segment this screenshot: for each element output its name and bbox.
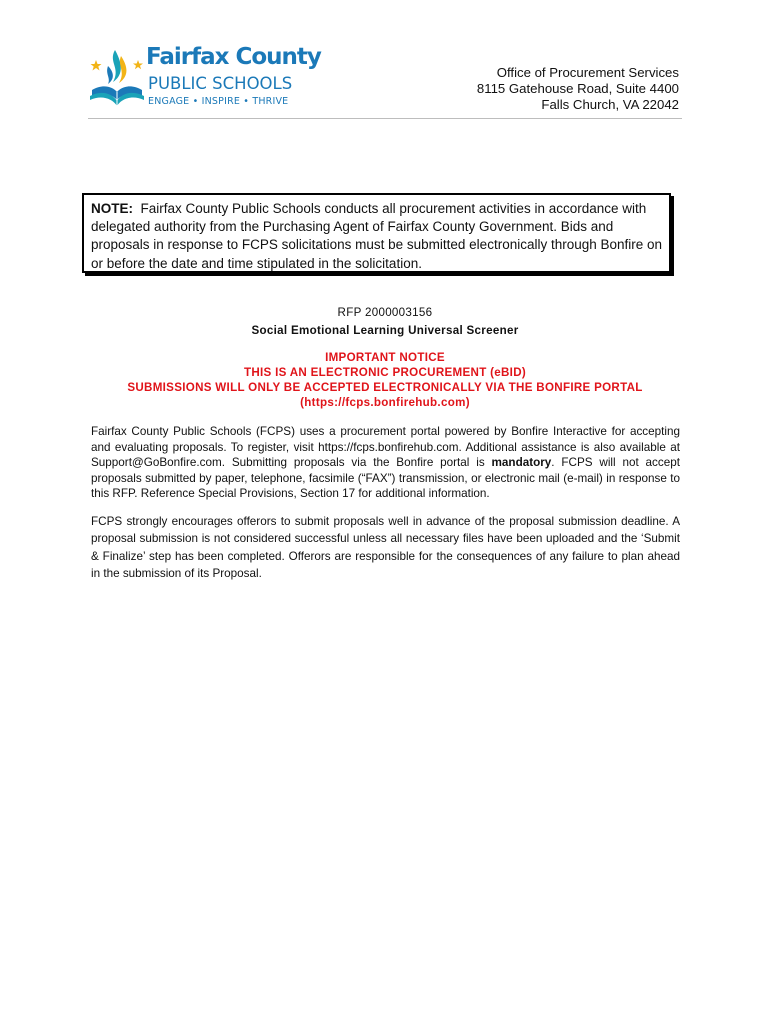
note-box [82, 193, 671, 273]
address-line-city: Falls Church, VA 22042 [541, 97, 679, 112]
notice-ebid: THIS IS AN ELECTRONIC PROCUREMENT (eBID) [243, 366, 527, 379]
bonfire-paragraph-text-1: Fairfax County Public Schools (FCPS) uses a procurement portal powered by Bonfire Interactive for accepting and evaluating proposals. To register, visit https://fcps.bonfirehub.com. Additional assistance is also available at Support@GoBonfire.com. Submitting proposals via the Bonfire portal is [91, 425, 680, 470]
address-line-street: 8115 Gatehouse Road, Suite 4400 [476, 81, 679, 96]
header-divider [88, 118, 682, 119]
notice-submissions: SUBMISSIONS WILL ONLY BE ACCEPTED ELECTRONICALLY VIA THE BONFIRE PORTAL [127, 381, 643, 394]
important-notice [80, 350, 690, 410]
logo-tagline: ENGAGE • INSPIRE • THRIVE [148, 96, 289, 107]
advance-submission-paragraph: FCPS strongly encourages offerors to submit proposals well in advance of the proposal submission deadline. A proposal submission is not considered successful unless all necessary files have been uploaded and the ‘Submit & Finalize’ step has been completed. Offerors are responsible for the consequences of any failure to plan ahead in the submission of its Proposal. [91, 515, 680, 581]
office-address [477, 65, 679, 113]
address-line-office: Office of Procurement Services [496, 65, 679, 80]
rfp-title: Social Emotional Learning Universal Screener [251, 324, 519, 337]
logo-subtitle: PUBLIC SCHOOLS [148, 74, 293, 93]
mandatory-emphasis: mandatory [491, 456, 552, 470]
logo-title: Fairfax County [146, 44, 321, 70]
rfp-number: RFP 2000003156 [337, 306, 433, 319]
notice-heading: IMPORTANT NOTICE [325, 351, 445, 364]
note-text: Fairfax County Public Schools conducts all procurement activities in accordance with delegated authority from the Purchasing Agent of Fairfax County Government. Bids and proposals in response to FCPS solicitations must be submitted electronically through Bonfire on or before the date and time stipulated in the solicitation. [91, 201, 663, 271]
fcps-logo [88, 44, 321, 116]
book-flame-emblem-icon [88, 46, 146, 112]
note-label: NOTE: [91, 201, 133, 216]
notice-portal-link[interactable]: (https://fcps.bonfirehub.com) [300, 396, 470, 409]
bonfire-paragraph [91, 424, 680, 502]
bonfire-paragraph-text-2: . FCPS will not accept proposals submitted by paper, telephone, facsimile (“FAX”) transmission, or electronic mail (e-mail) in response to this RFP. Reference Special Provisions, Section 17 for additional information. [91, 456, 680, 501]
